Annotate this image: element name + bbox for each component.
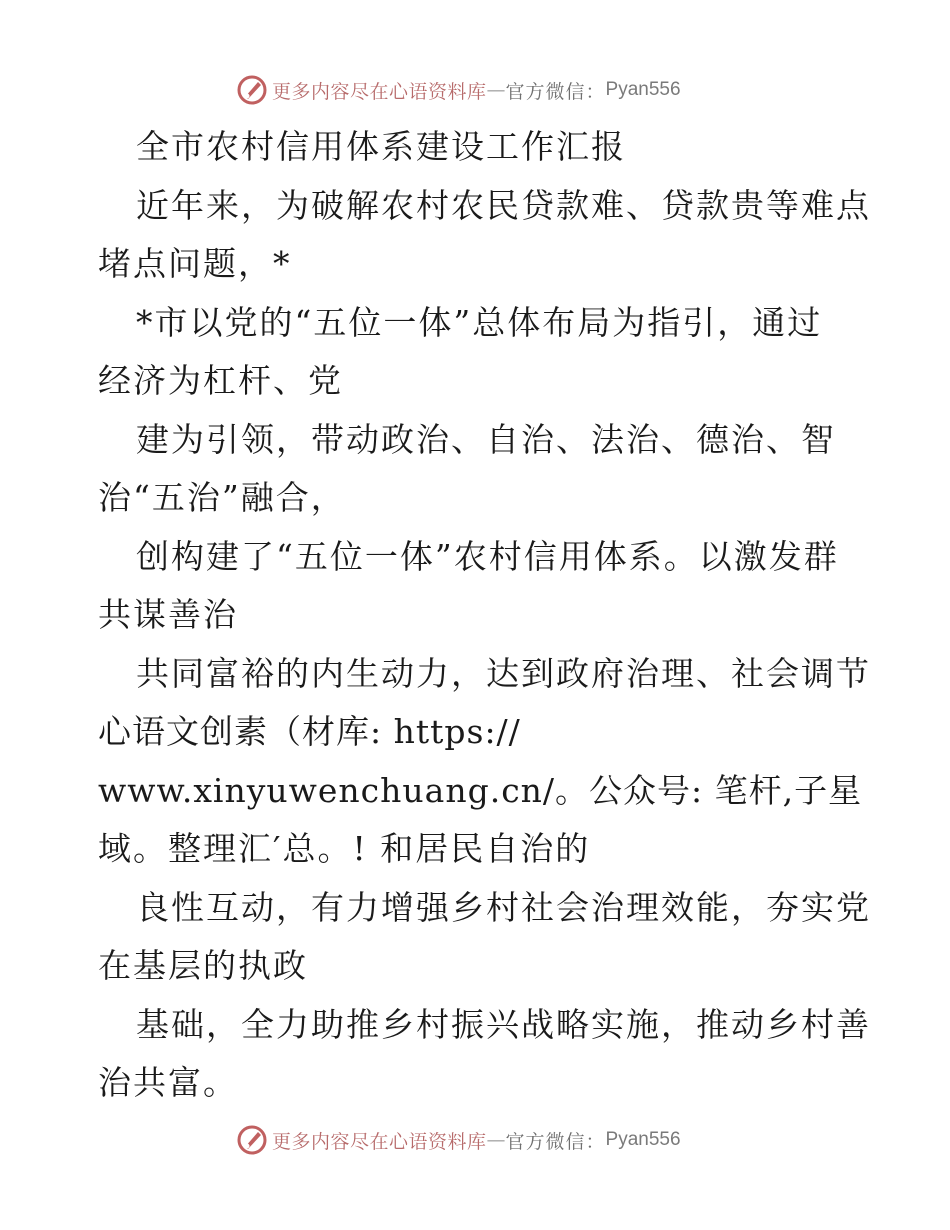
- document-line: *市以党的“五位一体”总体布局为指引，通过: [136, 302, 823, 342]
- document-body: [98, 118, 871, 1113]
- document-line: 建为引领，带动政治、自治、法治、德治、智: [136, 419, 836, 459]
- document-line: 治共富。: [98, 1063, 238, 1102]
- document-line: www.xinyuwenchuang.cn/。公众号: 笔杆,子星: [98, 770, 863, 810]
- document-line: 心语文创素（材库: https://: [98, 712, 521, 751]
- watermark-id: Pyan556: [605, 79, 681, 100]
- document-line: 共谋善治: [98, 595, 238, 634]
- watermark-header: [236, 72, 681, 108]
- document-line: 经济为杠杆、党: [98, 361, 343, 400]
- watermark-dash: —: [486, 1129, 506, 1151]
- watermark-label: 官方微信：: [505, 1130, 606, 1153]
- document-line: 良性互动，有力增强乡村社会治理效能，夯实党: [136, 887, 871, 927]
- watermark-main-text: 更多内容尽在心语资料库: [272, 1130, 487, 1153]
- watermark-main-text: 更多内容尽在心语资料库: [272, 80, 487, 103]
- watermark-id: Pyan556: [605, 1129, 681, 1150]
- document-line: 近年来，为破解农村农民贷款难、贷款贵等难点: [136, 185, 871, 225]
- document-line: 全市农村信用体系建设工作汇报: [136, 127, 626, 166]
- document-line: 治“五治”融合，: [98, 478, 346, 517]
- pen-seal-logo-icon: [236, 74, 268, 106]
- watermark-footer: [236, 1122, 681, 1158]
- pen-seal-logo-icon: [236, 1124, 268, 1156]
- document-line: 堵点问题，*: [98, 244, 292, 283]
- document-line: 在基层的执政: [98, 946, 308, 985]
- document-line: 基础，全力助推乡村振兴战略实施，推动乡村善: [136, 1004, 871, 1044]
- watermark-dash: —: [486, 79, 506, 101]
- watermark-label: 官方微信：: [505, 80, 606, 103]
- document-line: 创构建了“五位一体”农村信用体系。以激发群: [136, 536, 839, 576]
- document-line: 共同富裕的内生动力，达到政府治理、社会调节: [136, 653, 871, 693]
- document-line: 域。整理汇′总。! 和居民自治的: [98, 829, 591, 868]
